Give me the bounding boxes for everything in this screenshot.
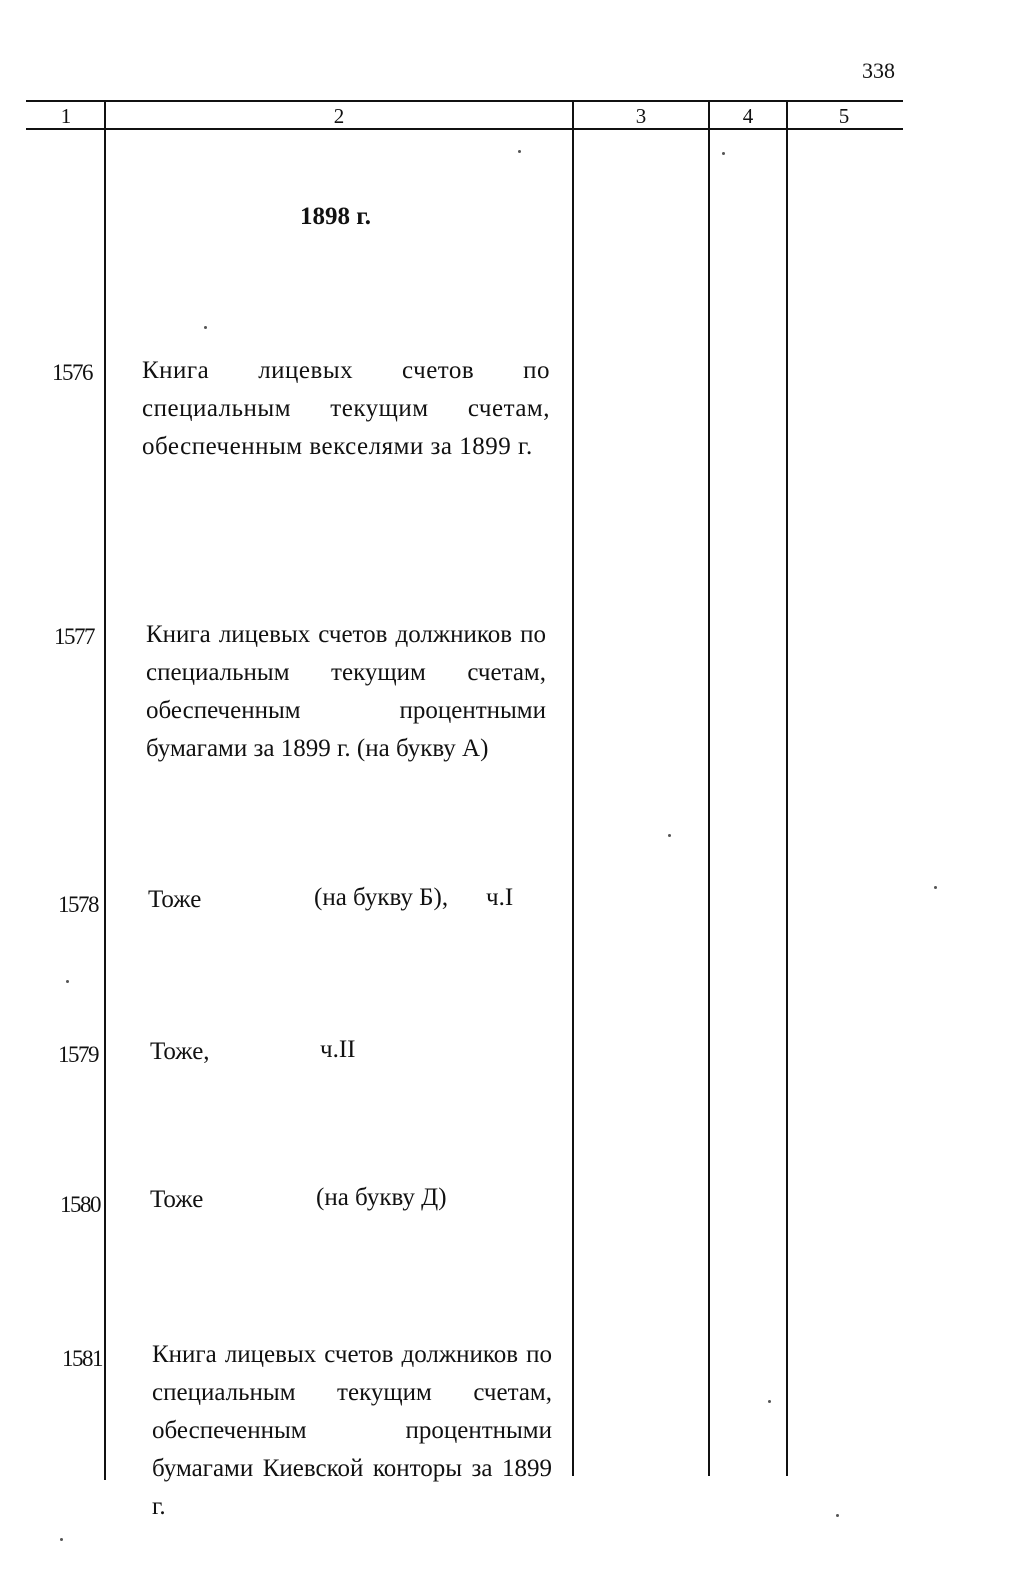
row-number: 1578 [58, 892, 98, 917]
row-number: 1581 [62, 1346, 102, 1371]
row-description: Тоже, [150, 1038, 210, 1065]
column-divider-4 [786, 100, 788, 1476]
row-number: 1579 [58, 1042, 98, 1067]
column-divider-3 [708, 100, 710, 1476]
row-part-label: ч.II [320, 1036, 356, 1063]
scan-speck [518, 150, 521, 153]
header-top-rule [26, 100, 903, 102]
column-header-1: 1 [60, 104, 72, 128]
scan-speck [668, 834, 671, 837]
scan-speck [60, 1538, 63, 1541]
scan-speck [204, 326, 207, 329]
section-title: 1898 г. [300, 203, 372, 230]
row-number: 1577 [54, 624, 94, 649]
scan-speck [768, 1400, 771, 1403]
column-divider-2 [572, 100, 574, 1476]
row-description: Тоже [150, 1186, 204, 1213]
scan-speck [722, 152, 725, 155]
column-header-5: 5 [838, 104, 850, 128]
column-header-2: 2 [333, 104, 345, 128]
row-description: Книга лицевых счетов должников по специальным текущим счетам, обеспеченным процентными бумагами Киевской конторы за 1899 г. [152, 1341, 552, 1520]
row-description: Книга лицевых счетов по специальным текущим счетам, обеспеченным векселями за 1899 г. [142, 357, 550, 460]
row-letter-note: (на букву Б), [314, 884, 449, 911]
row-description: Тоже [148, 886, 202, 913]
column-header-4: 4 [742, 104, 754, 128]
row-letter-note: (на букву Д) [316, 1184, 447, 1211]
scan-speck [66, 980, 69, 983]
scan-speck [934, 886, 937, 889]
column-divider-1 [104, 100, 106, 1480]
row-number: 1576 [52, 360, 92, 385]
page-number: 338 [862, 58, 895, 83]
row-number: 1580 [60, 1192, 100, 1217]
scan-speck [836, 1514, 839, 1517]
column-header-3: 3 [635, 104, 647, 128]
row-description: Книга лицевых счетов должников по специальным текущим счетам, обеспеченным процентными бумагами за 1899 г. (на букву А) [146, 621, 546, 762]
row-part-label: ч.I [486, 884, 514, 911]
